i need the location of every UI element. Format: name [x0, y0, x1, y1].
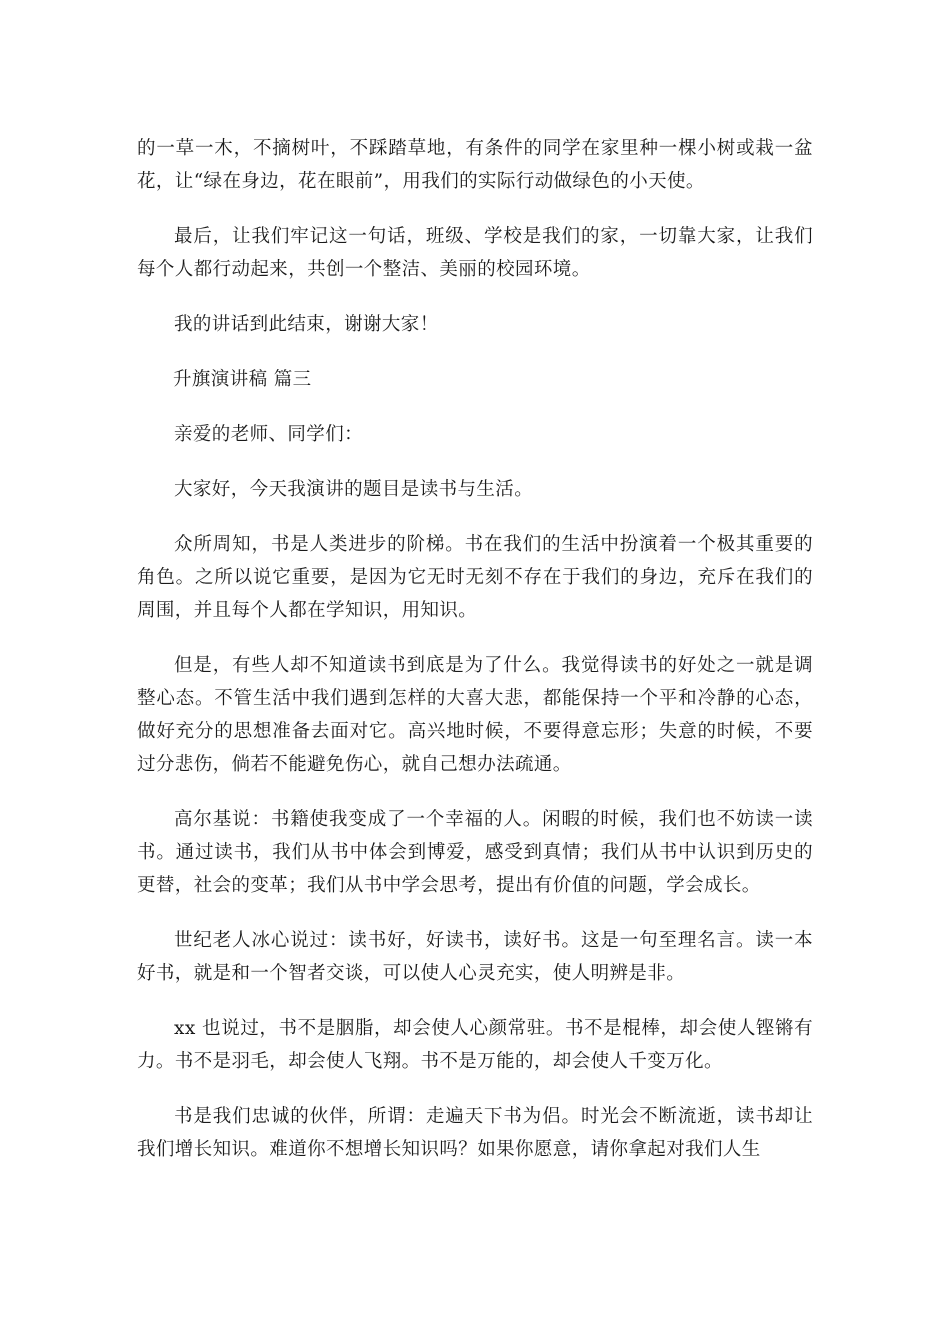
paragraph-greeting: 大家好，今天我演讲的题目是读书与生活。 [174, 479, 534, 500]
document-body [137, 132, 813, 1188]
paragraph-reading-benefit: 但是，有些人却不知道读书到底是为了什么。我觉得读书的好处之一就是调整心态。不管生活中我们遇到怎样的大喜大悲，都能保持一个平和冷静的心态，做好充分的思想准备去面对它。高兴地时候，不要得意忘形；失意的时候，不要过分悲伤，倘若不能避免伤心，就自己想办法疏通。 [137, 655, 813, 775]
paragraph-bingxin-quote: 世纪老人冰心说过：读书好，好读书，读好书。这是一句至理名言。读一本好书，就是和一个智者交谈，可以使人心灵充实，使人明辨是非。 [137, 930, 813, 984]
section-heading: 升旗演讲稿 篇三 [173, 369, 312, 390]
paragraph-thanks: 我的讲话到此结束，谢谢大家！ [174, 314, 439, 335]
paragraph-gorky-quote: 高尔基说：书籍使我变成了一个幸福的人。闲暇的时候，我们也不妨读一读书。通过读书，我们从书中体会到博爱，感受到真情；我们从书中认识到历史的更替，社会的变革；我们从书中学会思考，提出有价值的问题，学会成长。 [137, 809, 813, 896]
paragraph-closing-appeal: 最后，让我们牢记这一句话，班级、学校是我们的家，一切靠大家，让我们每个人都行动起来，共创一个整洁、美丽的校园环境。 [137, 226, 813, 280]
paragraph-salutation: 亲爱的老师、同学们： [174, 424, 364, 445]
paragraph-intro: 众所周知，书是人类进步的阶梯。书在我们的生活中扮演着一个极其重要的角色。之所以说它重要，是因为它无时无刻不存在于我们的身边，充斥在我们的周围，并且每个人都在学知识，用知识。 [137, 534, 813, 621]
paragraph-continuation: 的一草一木，不摘树叶，不踩踏草地，有条件的同学在家里种一棵小树或栽一盆花，让“绿在身边，花在眼前”，用我们的实际行动做绿色的小天使。 [137, 138, 813, 192]
paragraph-xx-quote: xx 也说过，书不是胭脂，却会使人心颜常驻。书不是棍棒，却会使人铿锵有力。书不是羽毛，却会使人飞翔。书不是万能的，却会使人千变万化。 [137, 1018, 813, 1072]
paragraph-companion: 书是我们忠诚的伙伴，所谓：走遍天下书为侣。时光会不断流逝，读书却让我们增长知识。难道你不想增长知识吗？如果你愿意，请你拿起对我们人生 [137, 1106, 813, 1160]
